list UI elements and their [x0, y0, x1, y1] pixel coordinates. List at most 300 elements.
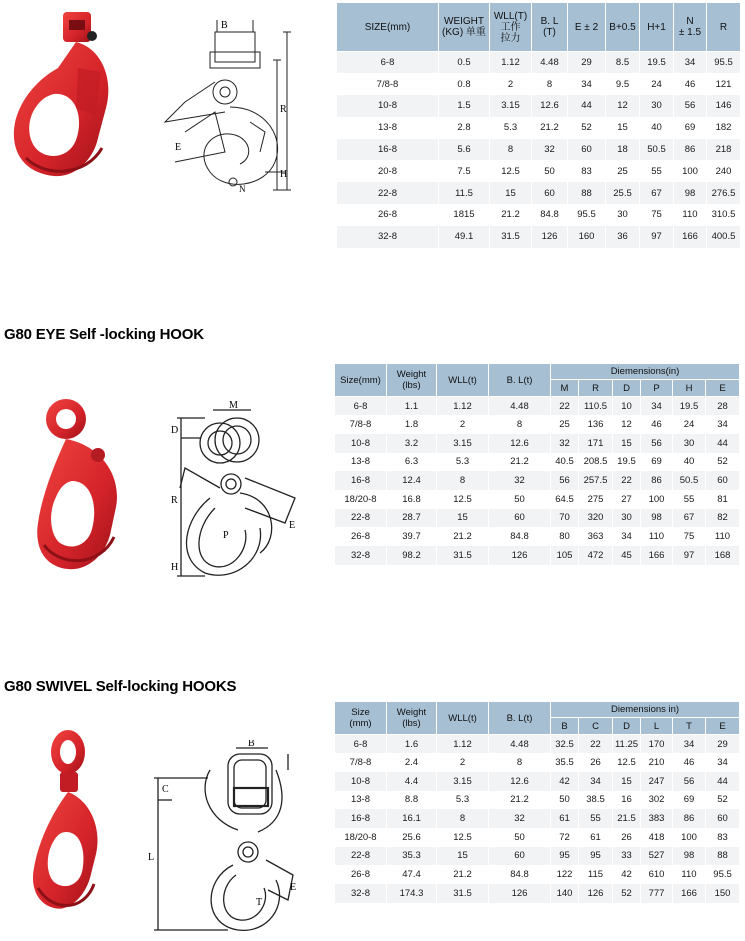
value-cell: 182 — [707, 117, 741, 139]
value-cell: 166 — [674, 226, 707, 248]
value-cell: 310.5 — [707, 204, 741, 226]
value-cell: 11.5 — [439, 182, 490, 204]
table-row — [335, 546, 740, 565]
value-cell: 38.5 — [579, 791, 613, 810]
value-cell: 7.5 — [439, 160, 490, 182]
value-cell: 30 — [606, 204, 640, 226]
value-cell: 86 — [641, 471, 673, 490]
value-cell: 122 — [551, 865, 579, 884]
value-cell: 150 — [706, 884, 740, 903]
value-cell: 34 — [641, 397, 673, 416]
value-cell: 21.2 — [532, 117, 568, 139]
value-cell: 5.3 — [437, 791, 489, 810]
value-cell: 2.8 — [439, 117, 490, 139]
value-cell: 52 — [568, 117, 606, 139]
table-row — [335, 527, 740, 546]
value-cell: 75 — [673, 527, 706, 546]
value-cell: 12.5 — [613, 753, 641, 772]
value-cell: 86 — [674, 139, 707, 161]
value-cell: 56 — [551, 471, 579, 490]
value-cell: 31.5 — [437, 546, 489, 565]
value-cell: 67 — [673, 509, 706, 528]
size-cell: 7/8-8 — [337, 73, 439, 95]
value-cell: 110 — [673, 865, 706, 884]
value-cell: 36 — [606, 226, 640, 248]
size-cell: 22-8 — [335, 509, 387, 528]
dim-label-h: H — [280, 169, 288, 180]
size-cell: 20-8 — [337, 160, 439, 182]
column-header: Size(mm) — [335, 364, 387, 397]
value-cell: 10 — [613, 397, 641, 416]
value-cell: 60 — [706, 809, 740, 828]
value-cell: 19.5 — [640, 52, 674, 74]
value-cell: 44 — [568, 95, 606, 117]
value-cell: 19.5 — [673, 397, 706, 416]
value-cell: 8 — [490, 139, 532, 161]
value-cell: 21.2 — [437, 527, 489, 546]
value-cell: 320 — [579, 509, 613, 528]
value-cell: 83 — [706, 828, 740, 847]
value-cell: 2 — [437, 415, 489, 434]
eye-hook-photo — [30, 395, 140, 575]
value-cell: 11.25 — [613, 735, 641, 754]
value-cell: 32.5 — [551, 735, 579, 754]
value-cell: 42 — [551, 772, 579, 791]
table-row — [335, 434, 740, 453]
value-cell: 44 — [706, 772, 740, 791]
dimension-header: E — [706, 380, 740, 397]
size-cell: 26-8 — [335, 527, 387, 546]
value-cell: 240 — [707, 160, 741, 182]
value-cell: 146 — [707, 95, 741, 117]
value-cell: 1.12 — [490, 52, 532, 74]
value-cell: 97 — [673, 546, 706, 565]
size-cell: 26-8 — [335, 865, 387, 884]
value-cell: 5.3 — [437, 453, 489, 472]
value-cell: 16.8 — [387, 490, 437, 509]
value-cell: 60 — [489, 509, 551, 528]
value-cell: 25 — [606, 160, 640, 182]
value-cell: 105 — [551, 546, 579, 565]
value-cell: 12 — [613, 415, 641, 434]
value-cell: 56 — [673, 772, 706, 791]
value-cell: 218 — [707, 139, 741, 161]
value-cell: 25.5 — [606, 182, 640, 204]
value-cell: 21.2 — [490, 204, 532, 226]
table-row — [335, 471, 740, 490]
value-cell: 61 — [579, 828, 613, 847]
value-cell: 50 — [551, 791, 579, 810]
dimension-header: B — [551, 718, 579, 735]
dim-label-h: H — [171, 562, 179, 573]
value-cell: 21.5 — [613, 809, 641, 828]
value-cell: 80 — [551, 527, 579, 546]
column-header: B. L(t) — [489, 702, 551, 735]
clevis-hook-drawing — [155, 12, 305, 202]
table-row — [337, 52, 741, 74]
value-cell: 2 — [437, 753, 489, 772]
value-cell: 15 — [606, 117, 640, 139]
value-cell: 34 — [673, 735, 706, 754]
value-cell: 46 — [673, 753, 706, 772]
value-cell: 50 — [489, 490, 551, 509]
value-cell: 98 — [674, 182, 707, 204]
value-cell: 84.8 — [532, 204, 568, 226]
value-cell: 136 — [579, 415, 613, 434]
value-cell: 82 — [706, 509, 740, 528]
value-cell: 1.12 — [437, 397, 489, 416]
column-header: Size (mm) — [335, 702, 387, 735]
value-cell: 610 — [641, 865, 673, 884]
value-cell: 18 — [606, 139, 640, 161]
dim-label-t: T — [256, 897, 263, 908]
value-cell: 31.5 — [490, 226, 532, 248]
value-cell: 30 — [673, 434, 706, 453]
size-cell: 26-8 — [337, 204, 439, 226]
value-cell: 168 — [706, 546, 740, 565]
value-cell: 21.2 — [437, 865, 489, 884]
size-cell: 18/20-8 — [335, 490, 387, 509]
value-cell: 12.6 — [532, 95, 568, 117]
value-cell: 22 — [613, 471, 641, 490]
size-cell: 13-8 — [337, 117, 439, 139]
value-cell: 34 — [613, 527, 641, 546]
value-cell: 56 — [641, 434, 673, 453]
table-row — [337, 182, 741, 204]
value-cell: 276.5 — [707, 182, 741, 204]
value-cell: 31.5 — [437, 884, 489, 903]
value-cell: 16 — [613, 791, 641, 810]
dim-label-l: L — [148, 852, 155, 863]
value-cell: 8 — [437, 809, 489, 828]
column-header: H+1 — [640, 3, 674, 52]
value-cell: 50 — [532, 160, 568, 182]
value-cell: 8.8 — [387, 791, 437, 810]
size-cell: 10-8 — [335, 772, 387, 791]
value-cell: 257.5 — [579, 471, 613, 490]
size-cell: 32-8 — [335, 546, 387, 565]
value-cell: 28.7 — [387, 509, 437, 528]
dim-label-r: R — [171, 495, 178, 506]
section-title-swivel-hooks: G80 SWIVEL Self-locking HOOKS — [4, 678, 237, 695]
value-cell: 46 — [674, 73, 707, 95]
value-cell: 25 — [551, 415, 579, 434]
value-cell: 16.1 — [387, 809, 437, 828]
value-cell: 39.7 — [387, 527, 437, 546]
column-header: WLL(t) — [437, 702, 489, 735]
value-cell: 1.6 — [387, 735, 437, 754]
value-cell: 418 — [641, 828, 673, 847]
value-cell: 126 — [489, 546, 551, 565]
value-cell: 95 — [551, 847, 579, 866]
value-cell: 81 — [706, 490, 740, 509]
value-cell: 32 — [551, 434, 579, 453]
value-cell: 3.15 — [437, 434, 489, 453]
dimensions-group-header: Diemensions in) — [551, 702, 740, 718]
value-cell: 472 — [579, 546, 613, 565]
value-cell: 40 — [673, 453, 706, 472]
value-cell: 247 — [641, 772, 673, 791]
value-cell: 44 — [706, 434, 740, 453]
column-header: B+0.5 — [606, 3, 640, 52]
section-title-eye-hook: G80 EYE Self -locking HOOK — [4, 326, 204, 343]
value-cell: 34 — [579, 772, 613, 791]
value-cell: 171 — [579, 434, 613, 453]
value-cell: 0.5 — [439, 52, 490, 74]
dimension-header: C — [579, 718, 613, 735]
value-cell: 140 — [551, 884, 579, 903]
dimension-header: D — [613, 718, 641, 735]
column-header: WLL(t) — [437, 364, 489, 397]
value-cell: 160 — [568, 226, 606, 248]
value-cell: 27 — [613, 490, 641, 509]
size-cell: 16-8 — [335, 471, 387, 490]
value-cell: 34 — [706, 415, 740, 434]
value-cell: 60 — [706, 471, 740, 490]
value-cell: 35.5 — [551, 753, 579, 772]
size-cell: 32-8 — [335, 884, 387, 903]
value-cell: 170 — [641, 735, 673, 754]
value-cell: 84.8 — [489, 865, 551, 884]
value-cell: 100 — [673, 828, 706, 847]
value-cell: 55 — [579, 809, 613, 828]
value-cell: 55 — [673, 490, 706, 509]
value-cell: 2.4 — [387, 753, 437, 772]
table-header-row — [335, 702, 740, 718]
dimension-header: T — [673, 718, 706, 735]
size-cell: 22-8 — [335, 847, 387, 866]
dimension-header: E — [706, 718, 740, 735]
value-cell: 121 — [707, 73, 741, 95]
value-cell: 50 — [489, 828, 551, 847]
value-cell: 9.5 — [606, 73, 640, 95]
value-cell: 383 — [641, 809, 673, 828]
value-cell: 32 — [489, 809, 551, 828]
value-cell: 64.5 — [551, 490, 579, 509]
dimension-header: H — [673, 380, 706, 397]
value-cell: 110 — [641, 527, 673, 546]
size-cell: 32-8 — [337, 226, 439, 248]
value-cell: 98 — [673, 847, 706, 866]
value-cell: 126 — [489, 884, 551, 903]
dimension-header: L — [641, 718, 673, 735]
table-row — [337, 204, 741, 226]
value-cell: 400.5 — [707, 226, 741, 248]
value-cell: 4.4 — [387, 772, 437, 791]
dim-label-m: M — [229, 400, 238, 411]
dimension-header: P — [641, 380, 673, 397]
value-cell: 67 — [640, 182, 674, 204]
column-header: B. L(t) — [489, 364, 551, 397]
value-cell: 35.3 — [387, 847, 437, 866]
value-cell: 24 — [673, 415, 706, 434]
value-cell: 69 — [674, 117, 707, 139]
value-cell: 28 — [706, 397, 740, 416]
value-cell: 1815 — [439, 204, 490, 226]
value-cell: 61 — [551, 809, 579, 828]
value-cell: 88 — [706, 847, 740, 866]
dimension-header: D — [613, 380, 641, 397]
value-cell: 75 — [640, 204, 674, 226]
value-cell: 25.6 — [387, 828, 437, 847]
table-row — [335, 809, 740, 828]
value-cell: 166 — [673, 884, 706, 903]
table-row — [337, 226, 741, 248]
swivel-hook-spec-table — [334, 701, 740, 903]
dimensions-group-header: Diemensions(in) — [551, 364, 740, 380]
table-row — [335, 753, 740, 772]
value-cell: 12.5 — [490, 160, 532, 182]
table-row — [335, 397, 740, 416]
value-cell: 56 — [674, 95, 707, 117]
column-header: SIZE(mm) — [337, 3, 439, 52]
value-cell: 126 — [532, 226, 568, 248]
value-cell: 12.5 — [437, 490, 489, 509]
value-cell: 19.5 — [613, 453, 641, 472]
value-cell: 208.5 — [579, 453, 613, 472]
table-row — [335, 415, 740, 434]
value-cell: 55 — [640, 160, 674, 182]
column-header: WLL(T) 工作 拉力 — [490, 3, 532, 52]
column-header: N ± 1.5 — [674, 3, 707, 52]
value-cell: 12 — [606, 95, 640, 117]
value-cell: 21.2 — [489, 453, 551, 472]
value-cell: 4.48 — [489, 735, 551, 754]
value-cell: 1.5 — [439, 95, 490, 117]
table-row — [335, 884, 740, 903]
dim-label-b: B — [221, 20, 228, 31]
size-cell: 16-8 — [335, 809, 387, 828]
value-cell: 1.8 — [387, 415, 437, 434]
size-cell: 22-8 — [337, 182, 439, 204]
value-cell: 34 — [674, 52, 707, 74]
dim-label-c: C — [162, 784, 169, 795]
dim-label-p: P — [223, 530, 229, 541]
swivel-hook-photo — [28, 728, 128, 923]
size-cell: 13-8 — [335, 453, 387, 472]
dim-label-d: D — [171, 425, 179, 436]
value-cell: 8 — [489, 415, 551, 434]
value-cell: 34 — [568, 73, 606, 95]
value-cell: 275 — [579, 490, 613, 509]
value-cell: 5.6 — [439, 139, 490, 161]
size-cell: 7/8-8 — [335, 753, 387, 772]
value-cell: 15 — [490, 182, 532, 204]
size-cell: 7/8-8 — [335, 415, 387, 434]
value-cell: 88 — [568, 182, 606, 204]
value-cell: 12.6 — [489, 772, 551, 791]
value-cell: 12.5 — [437, 828, 489, 847]
value-cell: 95 — [579, 847, 613, 866]
value-cell: 15 — [613, 434, 641, 453]
value-cell: 34 — [706, 753, 740, 772]
table-header-row — [335, 364, 740, 380]
value-cell: 527 — [641, 847, 673, 866]
dim-label-r: R — [280, 104, 287, 115]
value-cell: 30 — [640, 95, 674, 117]
table-row — [335, 772, 740, 791]
size-cell: 6-8 — [337, 52, 439, 74]
size-cell: 10-8 — [337, 95, 439, 117]
value-cell: 47.4 — [387, 865, 437, 884]
value-cell: 50.5 — [640, 139, 674, 161]
column-header: WEIGHT (KG) 单重 — [439, 3, 490, 52]
value-cell: 24 — [640, 73, 674, 95]
dimension-header: R — [579, 380, 613, 397]
value-cell: 32 — [489, 471, 551, 490]
value-cell: 84.8 — [489, 527, 551, 546]
value-cell: 0.8 — [439, 73, 490, 95]
table-row — [335, 453, 740, 472]
value-cell: 60 — [489, 847, 551, 866]
value-cell: 97 — [640, 226, 674, 248]
value-cell: 110 — [706, 527, 740, 546]
value-cell: 72 — [551, 828, 579, 847]
dimension-header: M — [551, 380, 579, 397]
table-row — [337, 117, 741, 139]
value-cell: 26 — [579, 753, 613, 772]
clevis-hook-photo — [6, 8, 126, 198]
value-cell: 110 — [674, 204, 707, 226]
table-row — [335, 735, 740, 754]
dim-label-n: N — [239, 184, 246, 194]
value-cell: 210 — [641, 753, 673, 772]
value-cell: 15 — [437, 509, 489, 528]
value-cell: 60 — [532, 182, 568, 204]
value-cell: 777 — [641, 884, 673, 903]
value-cell: 98.2 — [387, 546, 437, 565]
value-cell: 95.5 — [707, 52, 741, 74]
table-row — [337, 73, 741, 95]
value-cell: 166 — [641, 546, 673, 565]
swivel-hook-drawing — [148, 740, 308, 935]
eye-hook-drawing — [165, 398, 315, 583]
size-cell: 10-8 — [335, 434, 387, 453]
dim-label-e: E — [175, 142, 182, 153]
column-header: Weight (lbs) — [387, 702, 437, 735]
table-row — [335, 865, 740, 884]
value-cell: 46 — [641, 415, 673, 434]
value-cell: 30 — [613, 509, 641, 528]
value-cell: 32 — [532, 139, 568, 161]
value-cell: 12.4 — [387, 471, 437, 490]
size-cell: 18/20-8 — [335, 828, 387, 847]
value-cell: 29 — [568, 52, 606, 74]
dim-label-e: E — [290, 882, 297, 893]
value-cell: 33 — [613, 847, 641, 866]
value-cell: 69 — [673, 791, 706, 810]
value-cell: 86 — [673, 809, 706, 828]
table-row — [337, 160, 741, 182]
value-cell: 52 — [613, 884, 641, 903]
value-cell: 110.5 — [579, 397, 613, 416]
value-cell: 52 — [706, 453, 740, 472]
column-header: B. L (T) — [532, 3, 568, 52]
table-row — [335, 791, 740, 810]
value-cell: 8 — [437, 471, 489, 490]
table-row — [335, 828, 740, 847]
value-cell: 363 — [579, 527, 613, 546]
table-row — [335, 509, 740, 528]
value-cell: 8 — [532, 73, 568, 95]
value-cell: 4.48 — [489, 397, 551, 416]
value-cell: 42 — [613, 865, 641, 884]
value-cell: 22 — [579, 735, 613, 754]
value-cell: 95.5 — [706, 865, 740, 884]
value-cell: 12.6 — [489, 434, 551, 453]
value-cell: 1.1 — [387, 397, 437, 416]
size-cell: 6-8 — [335, 735, 387, 754]
